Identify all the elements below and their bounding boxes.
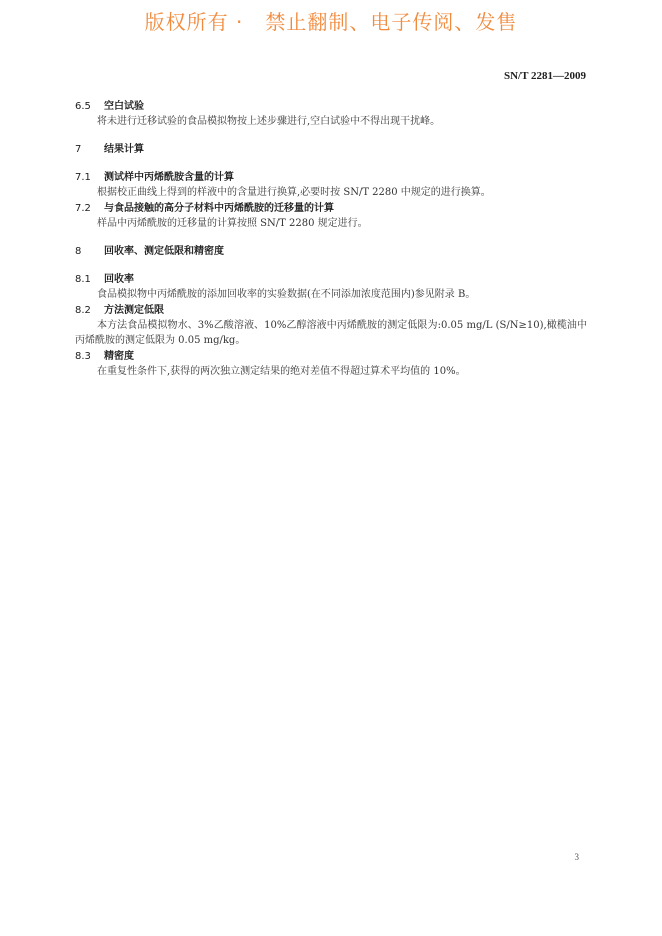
section-number: 8.3 xyxy=(75,351,91,362)
section-8-1-heading xyxy=(75,273,587,287)
section-7-2-text: 样品中丙烯酰胺的迁移量的计算按照 SN/T 2280 规定进行。 xyxy=(97,218,368,229)
document-body xyxy=(75,100,587,379)
copyright-watermark: 版权所有 · 禁止翻制、电子传阅、发售 xyxy=(144,10,518,34)
standard-code: SN/T 2281—2009 xyxy=(503,70,586,82)
section-title: 回收率、测定低限和精密度 xyxy=(104,246,224,257)
section-8-2-heading xyxy=(75,304,587,318)
section-title: 方法测定低限 xyxy=(104,305,164,316)
section-8-1-text: 食品模拟物中丙烯酰胺的添加回收率的实验数据(在不同添加浓度范围内)参见附录 B。 xyxy=(97,289,476,300)
section-title: 测试样中丙烯酰胺含量的计算 xyxy=(104,172,234,183)
section-title: 精密度 xyxy=(104,351,134,362)
section-number: 7 xyxy=(75,144,82,155)
page-number: 3 xyxy=(574,852,579,862)
section-6-5-heading xyxy=(75,100,587,114)
section-8-3-text: 在重复性条件下,获得的两次独立测定结果的绝对差值不得超过算术平均值的 10%。 xyxy=(97,366,466,377)
section-6-5-text: 将未进行迁移试验的食品模拟物按上述步骤进行,空白试验中不得出现干扰峰。 xyxy=(97,116,441,127)
section-number: 8.2 xyxy=(75,305,91,316)
section-7-1-text: 根据校正曲线上得到的样液中的含量进行换算,必要时按 SN/T 2280 中规定的进行换算。 xyxy=(97,187,491,198)
section-number: 8.1 xyxy=(75,274,91,285)
section-8-2-text: 本方法食品模拟物水、3%乙酸溶液、10%乙醇溶液中丙烯酰胺的测定低限为:0.05 mg/L (S/N≥10),橄榄油中丙烯酰胺的测定低限为 0.05 mg/kg。 xyxy=(75,320,587,346)
section-title: 与食品接触的高分子材料中丙烯酰胺的迁移量的计算 xyxy=(104,203,334,214)
section-title: 回收率 xyxy=(104,274,134,285)
section-7-1-heading xyxy=(75,171,587,185)
section-title: 结果计算 xyxy=(104,144,144,155)
section-7-heading xyxy=(75,143,587,157)
section-8-3-heading xyxy=(75,350,587,364)
section-title: 空白试验 xyxy=(104,101,144,112)
section-8-heading xyxy=(75,245,587,259)
section-number: 8 xyxy=(75,246,82,257)
section-7-2-heading xyxy=(75,202,587,216)
section-number: 7.2 xyxy=(75,203,91,214)
section-number: 6.5 xyxy=(75,101,91,112)
section-number: 7.1 xyxy=(75,172,91,183)
